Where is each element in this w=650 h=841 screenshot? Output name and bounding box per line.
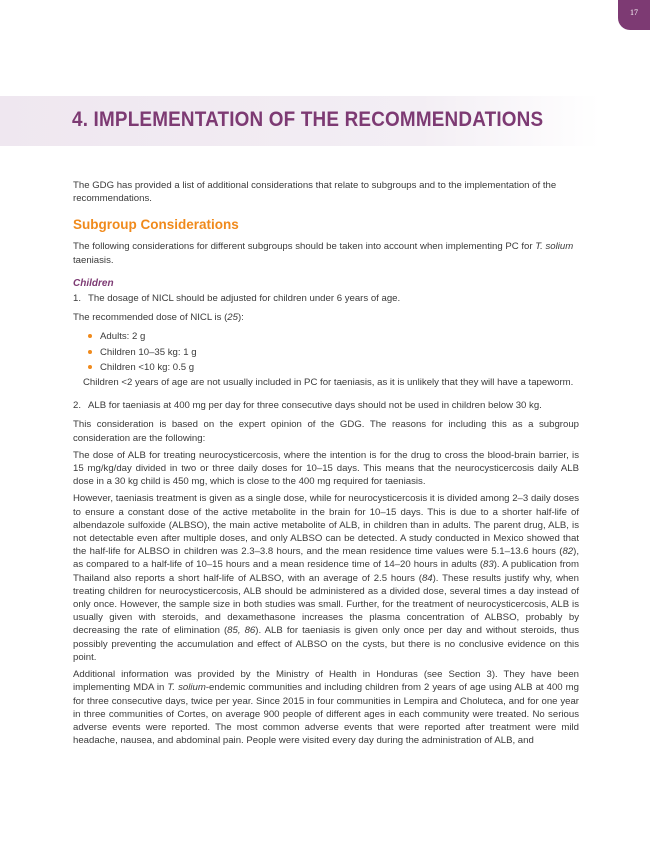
- bullet-icon: [88, 334, 92, 338]
- p3-part-d: ). These results justify why, when treating children for neurocysticercosis, ALB should be administered as a divided dose, several times a day instead of only once. However, the sample size in both studies was small. Further, for the treatment of neurocysticercosis, ALB is usually given with steroids, and dexamethasone increases the plasma concentration of ALBSO, probably by decreasing the rate of elimination (: [73, 572, 579, 637]
- p4-italic: T. solium: [167, 682, 206, 694]
- p4-part-b: -endemic communities and including children from 2 years of age using ALB at 400 mg for three consecutive days, twice per year. Since 2015 in four communities in Lempira and Choluteca, and for one year in three communities of Cortes, on average 900 people of different ages in each community were treated. No serious adverse events were reported. The most common adverse events that were reported after treatment were mild headache, nausea, and abdominal pain. People were visited every day during the administration of ALB, and: [73, 682, 579, 747]
- subgroup-intro-post: taeniasis.: [73, 254, 114, 266]
- citation-25: 25: [227, 312, 238, 324]
- p3-part-b: ), as compared to a half-life of 10–15 hours and a mean residence time of 14–20 hours in adults (: [73, 546, 579, 571]
- dose-item-children-10-35: Children 10–35 kg: 1 g: [100, 346, 197, 358]
- item2-paragraph-1: This consideration is based on the expert opinion of the GDG. The reasons for including this as a subgroup consideration are the following:: [73, 419, 579, 444]
- nicl-dose-pre: The recommended dose of NICL is (: [73, 312, 228, 324]
- list-item: [88, 346, 579, 359]
- list-item-2: [73, 399, 579, 412]
- p3-part-e: ). ALB for taeniasis is given only once per day and without steroids, thus possibly preventing the accumulation and effect of ALBSO on the cysts, but there is no conclusive evidence on this point.: [73, 625, 579, 663]
- dose-item-adults: Adults: 2 g: [100, 331, 146, 343]
- intro-paragraph: The GDG has provided a list of additional considerations that relate to subgroups and to the implementation of the recommendations.: [73, 180, 557, 205]
- citation-83: 83: [483, 559, 494, 571]
- page-number-tab: [618, 0, 650, 30]
- chapter-title: 4. IMPLEMENTATION OF THE RECOMMENDATIONS: [72, 108, 544, 131]
- citation-82: 82: [562, 546, 574, 558]
- list-item: [88, 361, 579, 374]
- p3-part-a: However, taeniasis treatment is given as a single dose, while for neurocysticercosis it is divided among 2–3 daily doses to ensure a constant dose of the active metabolite in the brain for 10–15 days. This is due to a shorter half-life of albendazole sulfoxide (ALBSO), the main active metabolite of ALB, in children than in adults. The parent drug, ALB, is not detectable even after multiple doses, and only ALBSO can be detected. A study conducted in Mexico showed that the half-life for ALBSO in children was 2.3–3.8 hours, and the mean residence time values were 5.1–13.6 hours (: [73, 493, 579, 558]
- item2-paragraph-3: [73, 492, 579, 664]
- citation-85-86: 85, 86: [227, 625, 256, 637]
- subgroup-intro: [73, 240, 579, 266]
- bullet-icon: [88, 365, 92, 369]
- children-heading: Children: [73, 277, 114, 289]
- bullet-icon: [88, 350, 92, 354]
- list-number-1: 1.: [73, 293, 82, 305]
- nicl-dose-post: ):: [237, 312, 244, 324]
- list-item: [88, 330, 579, 343]
- p3-part-c: ). A publication from Thailand also reports a short half-life of ALBSO, with an average of 2.5 hours (: [73, 559, 579, 584]
- item2-paragraph-4: [73, 668, 579, 747]
- citation-84: 84: [421, 572, 433, 584]
- dose-item-children-under-10: Children <10 kg: 0.5 g: [100, 361, 195, 373]
- item2-paragraph-2: The dose of ALB for treating neurocysticercosis, where the intention is for the drug to cross the blood-brain barrier, is 15 mg/kg/day divided in two or three daily doses for 10–15 days. This means that the neurocysticercosis daily ALB dose in a 30 kg child is 450 mg, which is close to the 400 mg required for taeniasis.: [73, 449, 579, 488]
- subgroup-intro-italic: T. solium: [535, 241, 574, 253]
- under-2-note: Children <2 years of age are not usually included in PC for taeniasis, as it is unlikely that they will have a tapeworm.: [83, 377, 574, 389]
- list-item-2-text: ALB for taeniasis at 400 mg per day for three consecutive days should not be used in children below 30 kg.: [88, 400, 542, 412]
- p4-part-a: Additional information was provided by the Ministry of Health in Honduras (see Section 3). They have been implementing MDA in: [73, 669, 579, 694]
- subgroup-intro-pre: The following considerations for different subgroups should be taken into account when implementing PC for: [73, 241, 536, 253]
- main-content: [73, 179, 579, 747]
- list-number-2: 2.: [73, 400, 82, 412]
- list-item-1-text: The dosage of NICL should be adjusted for children under 6 years of age.: [88, 293, 401, 305]
- subgroup-heading: Subgroup Considerations: [73, 217, 239, 233]
- page-number: 17: [630, 8, 638, 17]
- nicl-dose-intro: [73, 311, 579, 324]
- dose-list: [88, 330, 579, 374]
- list-item-1: [73, 292, 579, 305]
